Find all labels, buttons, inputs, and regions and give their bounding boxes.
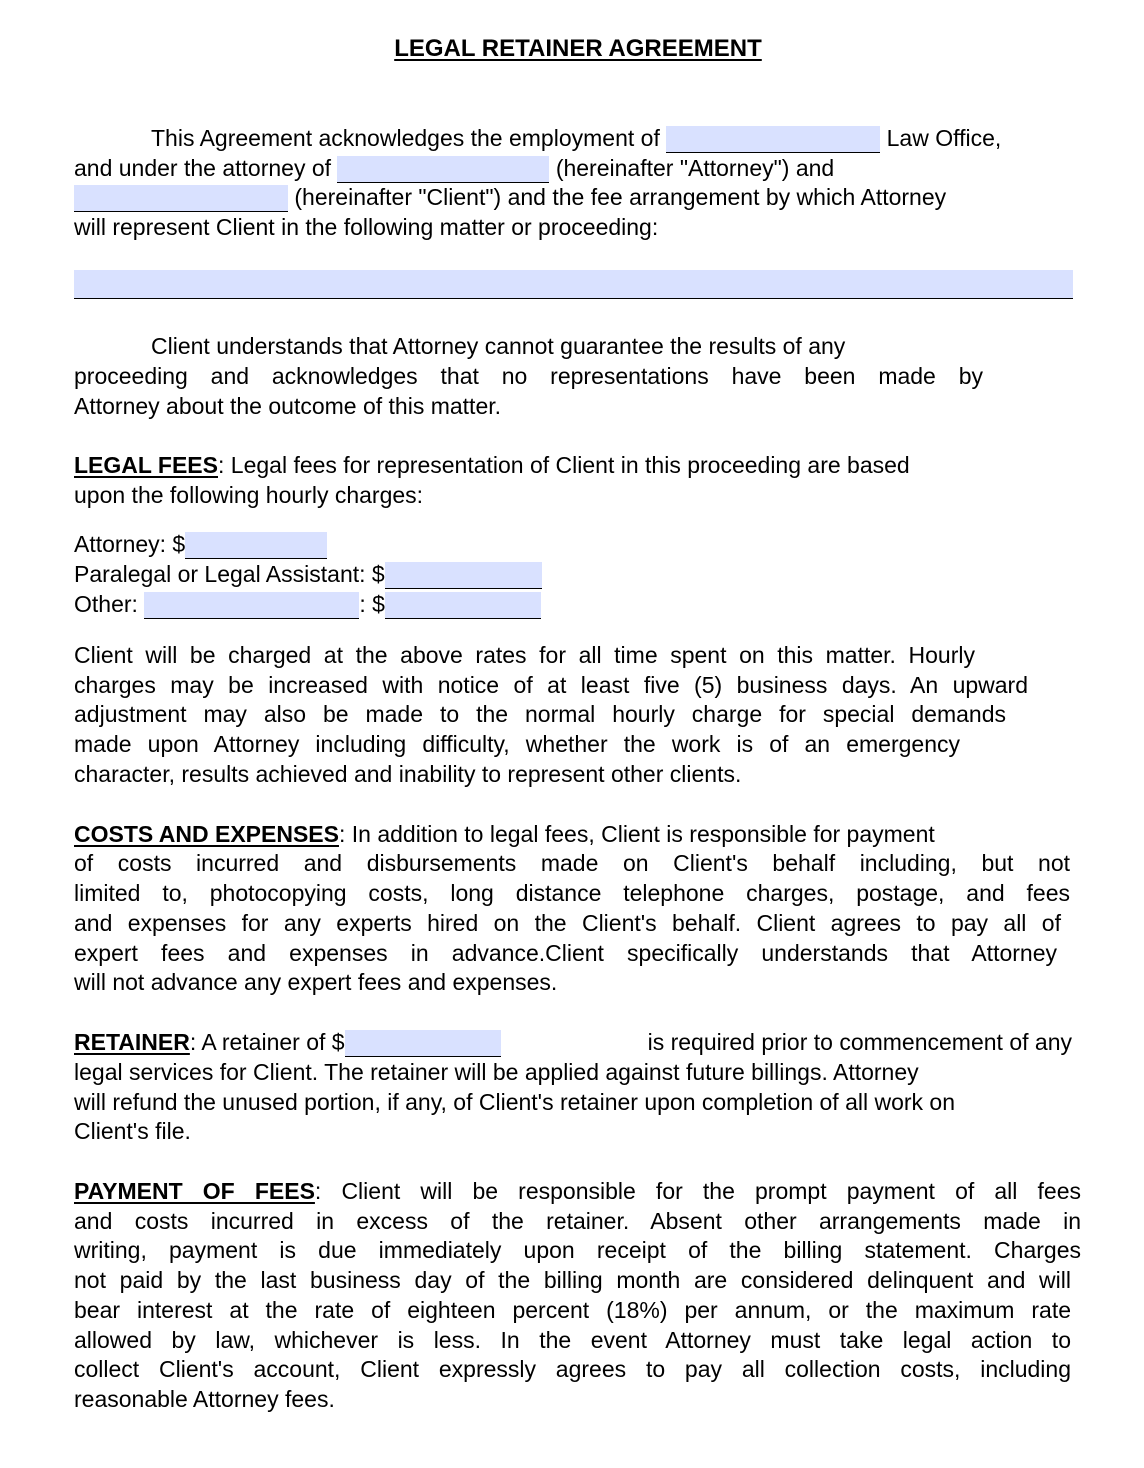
fees-paragraph-line-5: character, results achieved and inability to represent other clients.	[74, 761, 742, 787]
attorney-rate-row: Attorney: $	[74, 529, 327, 559]
client-name-field[interactable]	[74, 185, 288, 212]
costs-line-3: limited to, photocopying costs, long distance telephone charges, postage, and fees	[74, 880, 1070, 906]
guarantee-line-1: Client understands that Attorney cannot guarantee the results of any	[151, 333, 846, 359]
retainer-line-1: RETAINER: A retainer of $ is required prior to commencement of any	[74, 1029, 1072, 1055]
legal-fees-line-1: LEGAL FEES: Legal fees for representation of Client in this proceeding are based	[74, 452, 910, 478]
retainer-amount-field[interactable]	[345, 1030, 501, 1057]
payment-line-4: not paid by the last business day of the billing month are considered delinquent and will	[74, 1267, 1071, 1293]
payment-line-2: and costs incurred in excess of the retainer. Absent other arrangements made in	[74, 1208, 1081, 1234]
fees-paragraph-line-3: adjustment may also be made to the normal hourly charge for special demands	[74, 701, 1006, 727]
other-rate-row: Other: : $	[74, 589, 541, 619]
legal-fees-heading: LEGAL FEES	[74, 452, 218, 478]
payment-line-5: bear interest at the rate of eighteen percent (18%) per annum, or the maximum rate	[74, 1297, 1071, 1323]
costs-line-4: and expenses for any experts hired on the Client's behalf. Client agrees to pay all of	[74, 910, 1061, 936]
matter-description-field[interactable]	[74, 270, 1073, 299]
retainer-line-2: legal services for Client. The retainer will be applied against future billings. Attorney	[74, 1059, 919, 1085]
intro-line-2: and under the attorney of (hereinafter "Attorney") and	[74, 155, 835, 181]
costs-line-5: expert fees and expenses in advance.Client specifically understands that Attorney	[74, 940, 1057, 966]
payment-line-7: collect Client's account, Client expressly agrees to pay all collection costs, including	[74, 1356, 1071, 1382]
fees-paragraph-line-2: charges may be increased with notice of at least five (5) business days. An upward	[74, 672, 1028, 698]
other-rate-field[interactable]	[385, 592, 541, 619]
guarantee-line-3: Attorney about the outcome of this matter.	[74, 393, 502, 419]
costs-heading: COSTS AND EXPENSES	[74, 821, 339, 847]
page-title: LEGAL RETAINER AGREEMENT	[394, 35, 762, 62]
law-office-field[interactable]	[666, 126, 880, 153]
payment-line-3: writing, payment is due immediately upon receipt of the billing statement. Charges	[74, 1237, 1081, 1263]
guarantee-line-2: proceeding and acknowledges that no representations have been made by	[74, 363, 983, 389]
attorney-name-field[interactable]	[337, 156, 549, 183]
intro-line-3: (hereinafter "Client") and the fee arrangement by which Attorney	[74, 182, 946, 212]
paralegal-rate-row: Paralegal or Legal Assistant: $	[74, 559, 542, 589]
paralegal-rate-field[interactable]	[385, 562, 542, 589]
intro-line-1: This Agreement acknowledges the employment of Law Office,	[151, 125, 1002, 151]
costs-line-1: COSTS AND EXPENSES: In addition to legal fees, Client is responsible for payment	[74, 821, 935, 847]
retainer-heading: RETAINER	[74, 1029, 190, 1055]
fees-paragraph-line-1: Client will be charged at the above rates for all time spent on this matter. Hourly	[74, 642, 975, 668]
payment-line-1: PAYMENT OF FEES: Client will be responsible for the prompt payment of all fees	[74, 1178, 1081, 1204]
intro-line-4: will represent Client in the following matter or proceeding:	[74, 214, 659, 240]
fees-paragraph-line-4: made upon Attorney including difficulty, whether the work is of an emergency	[74, 731, 960, 757]
other-role-field[interactable]	[144, 592, 359, 619]
attorney-rate-field[interactable]	[185, 532, 327, 559]
retainer-line-1-end: is required prior to commencement of any	[647, 1029, 1072, 1055]
retainer-line-3: will refund the unused portion, if any, of Client's retainer upon completion of all work on	[74, 1089, 956, 1115]
payment-heading: PAYMENT OF FEES	[74, 1178, 315, 1204]
legal-fees-line-2: upon the following hourly charges:	[74, 482, 424, 508]
costs-line-6: will not advance any expert fees and expenses.	[74, 969, 558, 995]
payment-line-8: reasonable Attorney fees.	[74, 1386, 335, 1412]
retainer-line-4: Client's file.	[74, 1118, 191, 1144]
payment-line-6: allowed by law, whichever is less. In the event Attorney must take legal action to	[74, 1327, 1071, 1353]
costs-line-2: of costs incurred and disbursements made on Client's behalf including, but not	[74, 850, 1070, 876]
